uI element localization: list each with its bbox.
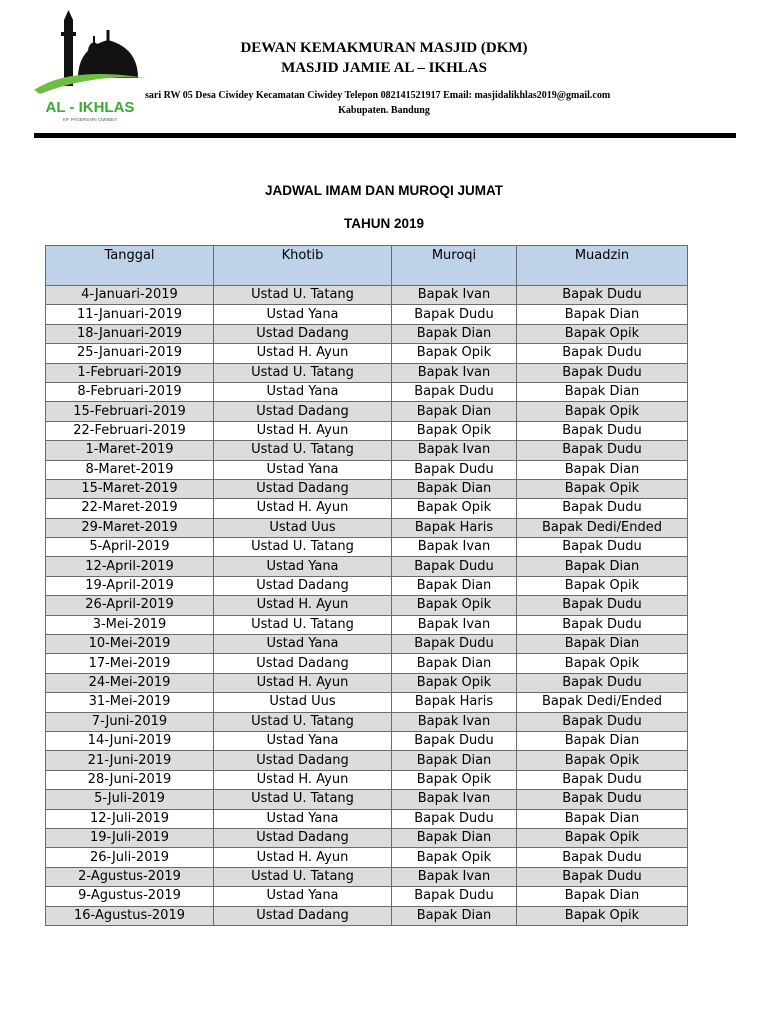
cell-muroqi: Bapak Dian — [392, 654, 517, 673]
table-row — [46, 673, 688, 692]
cell-muroqi: Bapak Dudu — [392, 557, 517, 576]
cell-muroqi: Bapak Ivan — [392, 441, 517, 460]
table-row — [46, 848, 688, 867]
table-row — [46, 518, 688, 537]
cell-tanggal: 4-Januari-2019 — [46, 286, 214, 305]
cell-muroqi: Bapak Dudu — [392, 305, 517, 324]
cell-muroqi: Bapak Haris — [392, 693, 517, 712]
cell-khotib: Ustad Yana — [214, 731, 392, 750]
cell-muadzin: Bapak Dudu — [517, 770, 688, 789]
table-row — [46, 770, 688, 789]
table-row — [46, 887, 688, 906]
cell-khotib: Ustad Yana — [214, 809, 392, 828]
cell-muroqi: Bapak Dian — [392, 828, 517, 847]
cell-khotib: Ustad H. Ayun — [214, 673, 392, 692]
table-row — [46, 441, 688, 460]
address-line1: sari RW 05 Desa Ciwidey Kecamatan Ciwidey Telepon 082141521917 Email: masjidalikhlas2019@gmail.com — [145, 90, 611, 101]
cell-khotib: Ustad Yana — [214, 460, 392, 479]
cell-tanggal: 29-Maret-2019 — [46, 518, 214, 537]
table-row — [46, 324, 688, 343]
cell-khotib: Ustad U. Tatang — [214, 441, 392, 460]
cell-muadzin: Bapak Dudu — [517, 286, 688, 305]
cell-tanggal: 8-Februari-2019 — [46, 382, 214, 401]
cell-tanggal: 22-Februari-2019 — [46, 421, 214, 440]
cell-khotib: Ustad H. Ayun — [214, 596, 392, 615]
cell-tanggal: 22-Maret-2019 — [46, 499, 214, 518]
table-row — [46, 479, 688, 498]
cell-muroqi: Bapak Ivan — [392, 286, 517, 305]
header-divider — [34, 133, 736, 138]
cell-tanggal: 25-Januari-2019 — [46, 344, 214, 363]
cell-muadzin: Bapak Opik — [517, 654, 688, 673]
table-row — [46, 421, 688, 440]
cell-muroqi: Bapak Ivan — [392, 790, 517, 809]
cell-tanggal: 31-Mei-2019 — [46, 693, 214, 712]
cell-muadzin: Bapak Dudu — [517, 421, 688, 440]
cell-muroqi: Bapak Opik — [392, 770, 517, 789]
cell-muadzin: Bapak Dedi/Ended — [517, 693, 688, 712]
cell-khotib: Ustad Yana — [214, 382, 392, 401]
logo-subtext: KP. PAGERSARI CIWIDEY — [62, 117, 118, 122]
cell-muadzin: Bapak Dudu — [517, 596, 688, 615]
table-row — [46, 693, 688, 712]
cell-khotib: Ustad H. Ayun — [214, 421, 392, 440]
header-muroqi: Muroqi — [392, 246, 517, 286]
cell-muadzin: Bapak Opik — [517, 751, 688, 770]
cell-tanggal: 3-Mei-2019 — [46, 615, 214, 634]
header-muadzin: Muadzin — [517, 246, 688, 286]
cell-muroqi: Bapak Ivan — [392, 538, 517, 557]
cell-khotib: Ustad Dadang — [214, 402, 392, 421]
cell-muadzin: Bapak Dian — [517, 557, 688, 576]
table-row — [46, 615, 688, 634]
cell-khotib: Ustad Yana — [214, 635, 392, 654]
cell-khotib: Ustad Yana — [214, 305, 392, 324]
document-title: JADWAL IMAM DAN MUROQI JUMAT — [265, 183, 503, 198]
cell-muadzin: Bapak Opik — [517, 576, 688, 595]
table-row — [46, 344, 688, 363]
cell-tanggal: 5-Juli-2019 — [46, 790, 214, 809]
cell-tanggal: 26-April-2019 — [46, 596, 214, 615]
table-row — [46, 382, 688, 401]
org-name-line1: DEWAN KEMAKMURAN MASJID (DKM) — [240, 40, 528, 56]
table-row — [46, 828, 688, 847]
cell-muadzin: Bapak Dian — [517, 382, 688, 401]
table-row — [46, 305, 688, 324]
cell-muroqi: Bapak Ivan — [392, 615, 517, 634]
cell-tanggal: 1-Februari-2019 — [46, 363, 214, 382]
cell-muroqi: Bapak Dudu — [392, 809, 517, 828]
cell-muroqi: Bapak Haris — [392, 518, 517, 537]
cell-khotib: Ustad Dadang — [214, 654, 392, 673]
cell-muroqi: Bapak Dudu — [392, 460, 517, 479]
cell-tanggal: 2-Agustus-2019 — [46, 867, 214, 886]
table-row — [46, 557, 688, 576]
cell-muadzin: Bapak Dian — [517, 305, 688, 324]
cell-muadzin: Bapak Dudu — [517, 712, 688, 731]
cell-muadzin: Bapak Dian — [517, 460, 688, 479]
cell-tanggal: 10-Mei-2019 — [46, 635, 214, 654]
cell-muadzin: Bapak Dudu — [517, 499, 688, 518]
address-line2: Kabupaten. Bandung — [338, 105, 430, 116]
table-row — [46, 363, 688, 382]
cell-tanggal: 11-Januari-2019 — [46, 305, 214, 324]
document-subtitle: TAHUN 2019 — [343, 216, 425, 231]
table-row — [46, 809, 688, 828]
cell-muadzin: Bapak Dudu — [517, 615, 688, 634]
cell-khotib: Ustad U. Tatang — [214, 286, 392, 305]
header-khotib: Khotib — [214, 246, 392, 286]
cell-tanggal: 26-Juli-2019 — [46, 848, 214, 867]
cell-muroqi: Bapak Opik — [392, 848, 517, 867]
cell-tanggal: 19-Juli-2019 — [46, 828, 214, 847]
cell-tanggal: 15-Maret-2019 — [46, 479, 214, 498]
cell-muroqi: Bapak Opik — [392, 596, 517, 615]
cell-muroqi: Bapak Opik — [392, 344, 517, 363]
schedule-table — [45, 245, 688, 926]
cell-muadzin: Bapak Dian — [517, 635, 688, 654]
cell-muroqi: Bapak Opik — [392, 673, 517, 692]
cell-muadzin: Bapak Dian — [517, 731, 688, 750]
cell-tanggal: 1-Maret-2019 — [46, 441, 214, 460]
cell-khotib: Ustad U. Tatang — [214, 867, 392, 886]
cell-khotib: Ustad H. Ayun — [214, 848, 392, 867]
cell-muadzin: Bapak Opik — [517, 906, 688, 925]
cell-tanggal: 12-Juli-2019 — [46, 809, 214, 828]
cell-muadzin: Bapak Dudu — [517, 441, 688, 460]
cell-muadzin: Bapak Dian — [517, 809, 688, 828]
table-row — [46, 654, 688, 673]
cell-tanggal: 21-Juni-2019 — [46, 751, 214, 770]
cell-muadzin: Bapak Dudu — [517, 344, 688, 363]
cell-tanggal: 24-Mei-2019 — [46, 673, 214, 692]
cell-muroqi: Bapak Dian — [392, 479, 517, 498]
cell-khotib: Ustad Uus — [214, 693, 392, 712]
cell-khotib: Ustad Dadang — [214, 479, 392, 498]
cell-tanggal: 14-Juni-2019 — [46, 731, 214, 750]
cell-muadzin: Bapak Dudu — [517, 790, 688, 809]
table-row — [46, 751, 688, 770]
cell-muadzin: Bapak Dudu — [517, 673, 688, 692]
cell-tanggal: 18-Januari-2019 — [46, 324, 214, 343]
cell-muadzin: Bapak Opik — [517, 828, 688, 847]
schedule-body — [46, 286, 688, 926]
cell-khotib: Ustad Dadang — [214, 751, 392, 770]
cell-khotib: Ustad Dadang — [214, 324, 392, 343]
cell-tanggal: 19-April-2019 — [46, 576, 214, 595]
table-row — [46, 460, 688, 479]
cell-tanggal: 8-Maret-2019 — [46, 460, 214, 479]
cell-khotib: Ustad Dadang — [214, 828, 392, 847]
cell-khotib: Ustad Dadang — [214, 576, 392, 595]
cell-muroqi: Bapak Opik — [392, 421, 517, 440]
table-row — [46, 731, 688, 750]
table-row — [46, 790, 688, 809]
cell-muadzin: Bapak Dian — [517, 887, 688, 906]
table-row — [46, 286, 688, 305]
cell-muroqi: Bapak Dudu — [392, 635, 517, 654]
table-row — [46, 576, 688, 595]
table-row — [46, 499, 688, 518]
cell-khotib: Ustad H. Ayun — [214, 499, 392, 518]
table-header-row — [46, 246, 688, 286]
cell-tanggal: 16-Agustus-2019 — [46, 906, 214, 925]
header-tanggal: Tanggal — [46, 246, 214, 286]
cell-tanggal: 17-Mei-2019 — [46, 654, 214, 673]
cell-muadzin: Bapak Dudu — [517, 848, 688, 867]
cell-muadzin: Bapak Opik — [517, 479, 688, 498]
table-row — [46, 867, 688, 886]
cell-khotib: Ustad H. Ayun — [214, 344, 392, 363]
cell-khotib: Ustad Yana — [214, 557, 392, 576]
cell-muroqi: Bapak Dian — [392, 751, 517, 770]
cell-muroqi: Bapak Dudu — [392, 382, 517, 401]
cell-muroqi: Bapak Dudu — [392, 887, 517, 906]
cell-muroqi: Bapak Dian — [392, 906, 517, 925]
cell-khotib: Ustad U. Tatang — [214, 790, 392, 809]
cell-tanggal: 15-Februari-2019 — [46, 402, 214, 421]
cell-muroqi: Bapak Opik — [392, 499, 517, 518]
cell-khotib: Ustad Yana — [214, 887, 392, 906]
table-row — [46, 402, 688, 421]
cell-muroqi: Bapak Ivan — [392, 712, 517, 731]
cell-muadzin: Bapak Dudu — [517, 538, 688, 557]
cell-muadzin: Bapak Opik — [517, 402, 688, 421]
cell-khotib: Ustad U. Tatang — [214, 712, 392, 731]
cell-muroqi: Bapak Dian — [392, 402, 517, 421]
cell-muroqi: Bapak Dian — [392, 576, 517, 595]
cell-tanggal: 9-Agustus-2019 — [46, 887, 214, 906]
cell-khotib: Ustad H. Ayun — [214, 770, 392, 789]
cell-khotib: Ustad U. Tatang — [214, 538, 392, 557]
cell-muroqi: Bapak Ivan — [392, 867, 517, 886]
table-row — [46, 538, 688, 557]
table-row — [46, 712, 688, 731]
cell-tanggal: 5-April-2019 — [46, 538, 214, 557]
logo-text: AL - IKHLAS — [45, 99, 135, 116]
table-row — [46, 635, 688, 654]
cell-muadzin: Bapak Opik — [517, 324, 688, 343]
cell-tanggal: 28-Juni-2019 — [46, 770, 214, 789]
cell-khotib: Ustad Dadang — [214, 906, 392, 925]
cell-muadzin: Bapak Dudu — [517, 867, 688, 886]
org-name-line2: MASJID JAMIE AL – IKHLAS — [281, 60, 487, 76]
cell-khotib: Ustad U. Tatang — [214, 615, 392, 634]
cell-khotib: Ustad U. Tatang — [214, 363, 392, 382]
cell-muroqi: Bapak Dian — [392, 324, 517, 343]
cell-khotib: Ustad Uus — [214, 518, 392, 537]
table-row — [46, 906, 688, 925]
cell-tanggal: 12-April-2019 — [46, 557, 214, 576]
cell-muadzin: Bapak Dudu — [517, 363, 688, 382]
cell-muadzin: Bapak Dedi/Ended — [517, 518, 688, 537]
table-row — [46, 596, 688, 615]
swoosh-shape — [34, 74, 146, 94]
cell-muroqi: Bapak Dudu — [392, 731, 517, 750]
cell-muroqi: Bapak Ivan — [392, 363, 517, 382]
cell-tanggal: 7-Juni-2019 — [46, 712, 214, 731]
